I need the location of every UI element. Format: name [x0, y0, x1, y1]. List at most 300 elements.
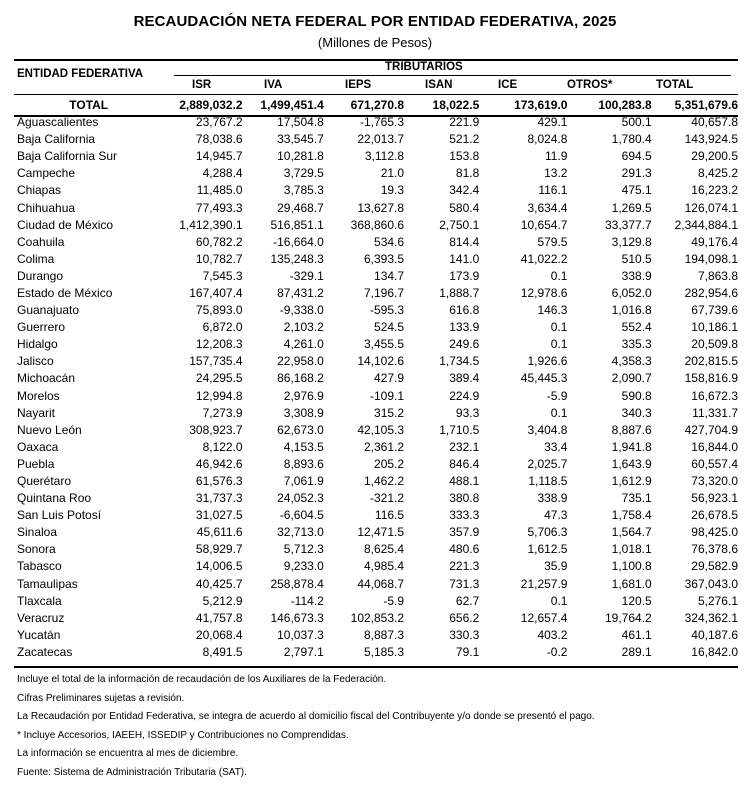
page-title: RECAUDACIÓN NETA FEDERAL POR ENTIDAD FEDERATIVA, 2025	[133, 13, 617, 30]
entity-name: Hidalgo	[17, 337, 58, 352]
cell-ice: 0.1	[550, 320, 568, 335]
cell-isan: 731.3	[449, 576, 480, 591]
total-isr: 2,889,032.2	[179, 98, 243, 112]
cell-iva: 4,261.0	[283, 337, 324, 352]
footnote: Cifras Preliminares sujetas a revisión.	[17, 692, 185, 704]
cell-isan: 81.8	[455, 166, 480, 181]
entity-name: San Luis Potosí	[17, 508, 102, 523]
header-ice: ICE	[498, 79, 518, 91]
entity-name: Sonora	[17, 542, 56, 557]
cell-iva: -329.1	[289, 268, 324, 283]
table-row	[14, 456, 738, 473]
cell-total: 324,362.1	[684, 610, 738, 625]
cell-ice: 10,654.7	[520, 217, 568, 232]
cell-ice: 0.1	[550, 593, 568, 608]
table-row	[14, 251, 738, 268]
cell-isr: 12,994.8	[195, 388, 243, 403]
table-top-rule	[14, 59, 738, 61]
cell-ice: 429.1	[537, 115, 568, 130]
entity-name: Puebla	[17, 456, 55, 471]
cell-total: 282,954.6	[684, 285, 738, 300]
cell-isr: 78,038.6	[195, 132, 243, 147]
cell-total: 29,582.9	[691, 559, 738, 574]
cell-otros: 552.4	[621, 320, 652, 335]
cell-ice: 12,657.4	[520, 610, 568, 625]
entity-name: Coahuila	[17, 234, 65, 249]
entity-name: Ciudad de México	[17, 217, 114, 232]
entity-name: Baja California Sur	[17, 149, 118, 164]
table-row	[14, 524, 738, 541]
table-row	[14, 405, 738, 422]
entity-name: Nuevo León	[17, 422, 82, 437]
cell-iva: 3,308.9	[283, 405, 324, 420]
cell-total: 49,176.4	[691, 234, 738, 249]
cell-isr: 60,782.2	[195, 234, 243, 249]
cell-iva: 87,431.2	[277, 285, 324, 300]
table-row	[14, 541, 738, 558]
cell-isan: 232.1	[449, 439, 480, 454]
header-otros: OTROS*	[567, 79, 613, 91]
cell-ice: 0.1	[550, 337, 568, 352]
cell-isan: 580.4	[449, 200, 480, 215]
entity-name: Tamaulipas	[17, 576, 78, 591]
cell-ieps: 14,102.6	[357, 354, 405, 369]
entity-name: Querétaro	[17, 474, 72, 489]
cell-iva: 2,797.1	[283, 644, 324, 659]
cell-isr: 31,027.5	[195, 508, 243, 523]
cell-ieps: 8,887.3	[364, 627, 405, 642]
cell-total: 16,223.2	[691, 183, 738, 198]
header-isan: ISAN	[425, 79, 453, 91]
cell-total: 76,378.6	[691, 542, 738, 557]
cell-isan: 846.4	[449, 456, 480, 471]
cell-ice: 0.1	[550, 405, 568, 420]
cell-isr: 58,929.7	[195, 542, 243, 557]
cell-otros: 590.8	[621, 388, 652, 403]
cell-iva: 3,729.5	[283, 166, 324, 181]
cell-iva: 86,168.2	[277, 371, 324, 386]
cell-ice: -5.9	[546, 388, 568, 403]
cell-total: 158,816.9	[684, 371, 738, 386]
table-row	[14, 353, 738, 370]
cell-ieps: -5.9	[383, 593, 405, 608]
cell-ieps: 116.5	[374, 508, 405, 523]
cell-total: 427,704.9	[684, 422, 738, 437]
cell-isan: 1,710.5	[439, 422, 480, 437]
cell-otros: 735.1	[621, 491, 652, 506]
table-row	[14, 131, 738, 148]
cell-ieps: 534.6	[374, 234, 405, 249]
cell-total: 126,074.1	[684, 200, 738, 215]
cell-total: 143,924.5	[684, 132, 738, 147]
cell-isan: 616.8	[449, 303, 480, 318]
entity-name: Zacatecas	[17, 644, 73, 659]
cell-total: 67,739.6	[691, 303, 738, 318]
cell-ieps: 8,625.4	[364, 542, 405, 557]
footnote: La información se encuentra al mes de diciembre.	[17, 748, 239, 759]
cell-otros: 1,941.8	[611, 439, 652, 454]
cell-ice: 3,634.4	[527, 200, 568, 215]
cell-isr: 167,407.4	[189, 285, 243, 300]
cell-ice: 338.9	[537, 491, 568, 506]
table-row	[14, 370, 738, 387]
cell-isr: 308,923.7	[189, 422, 243, 437]
footnote: * Incluye Accesorios, IAEEH, ISSEDIP y Contribuciones no Comprendidas.	[17, 729, 349, 741]
table-bottom-rule	[14, 666, 738, 668]
cell-ice: 1,612.5	[527, 542, 568, 557]
table-row	[14, 217, 738, 234]
cell-iva: 146,673.3	[270, 610, 324, 625]
entity-name: Oaxaca	[17, 439, 59, 454]
cell-isan: 221.3	[449, 559, 480, 574]
cell-isr: 8,491.5	[202, 644, 243, 659]
cell-ieps: -1,765.3	[360, 115, 405, 130]
cell-otros: 461.1	[621, 627, 652, 642]
cell-iva: 3,785.3	[283, 183, 324, 198]
cell-ice: 11.9	[545, 149, 568, 164]
table-row	[14, 319, 738, 336]
cell-otros: 1,612.9	[611, 474, 652, 489]
cell-ieps: 134.7	[374, 268, 405, 283]
cell-total: 8,425.2	[697, 166, 738, 181]
cell-ice: 116.1	[538, 183, 568, 198]
table-row	[14, 439, 738, 456]
entity-name: Baja California	[17, 132, 96, 147]
cell-iva: -114.2	[290, 593, 324, 608]
cell-isr: 77,493.3	[195, 200, 243, 215]
cell-isr: 12,208.3	[195, 337, 243, 352]
cell-otros: 335.3	[621, 337, 652, 352]
cell-iva: 2,976.9	[283, 388, 324, 403]
tributarios-underline	[174, 75, 731, 76]
cell-ice: 1,926.6	[527, 354, 568, 369]
cell-isr: 61,576.3	[195, 474, 243, 489]
entity-name: Tabasco	[17, 559, 62, 574]
cell-total: 60,557.4	[691, 456, 738, 471]
cell-iva: 62,673.0	[277, 422, 324, 437]
header-iva: IVA	[264, 79, 283, 91]
header-isr: ISR	[192, 79, 212, 91]
cell-total: 16,672.3	[691, 388, 738, 403]
cell-ice: 3,404.8	[527, 422, 568, 437]
table-row	[14, 507, 738, 524]
cell-ice: 47.3	[544, 508, 568, 523]
cell-total: 56,923.1	[691, 491, 738, 506]
cell-iva: -6,604.5	[279, 508, 324, 523]
cell-isr: 75,893.0	[195, 303, 243, 318]
cell-isan: 79.1	[455, 644, 480, 659]
cell-iva: 5,712.3	[283, 542, 324, 557]
cell-ieps: 205.2	[374, 456, 405, 471]
cell-otros: 1,643.9	[611, 456, 652, 471]
cell-ieps: -595.3	[370, 303, 405, 318]
cell-ieps: 427.9	[374, 371, 405, 386]
cell-total: 20,509.8	[691, 337, 738, 352]
cell-iva: 258,878.4	[270, 576, 324, 591]
cell-ice: 35.9	[544, 559, 568, 574]
total-iva: 1,499,451.4	[260, 98, 324, 112]
cell-ice: -0.2	[546, 644, 568, 659]
cell-iva: 2,103.2	[283, 320, 324, 335]
entity-name: Jalisco	[17, 354, 54, 369]
cell-ice: 0.1	[550, 268, 568, 283]
cell-ice: 12,978.6	[520, 285, 568, 300]
cell-iva: 29,468.7	[277, 200, 324, 215]
cell-isr: 46,942.6	[195, 456, 243, 471]
cell-otros: 1,016.8	[611, 303, 652, 318]
table-row	[14, 234, 738, 251]
cell-iva: 8,893.6	[283, 456, 324, 471]
cell-iva: -16,664.0	[273, 234, 324, 249]
cell-isan: 814.4	[449, 234, 480, 249]
entity-name: Campeche	[17, 166, 76, 181]
cell-otros: 500.1	[621, 115, 652, 130]
cell-otros: 289.1	[621, 644, 652, 659]
total-total: 5,351,679.6	[674, 98, 738, 112]
cell-isr: 1,412,390.1	[179, 217, 243, 232]
table-row	[14, 388, 738, 405]
table-row	[14, 165, 738, 182]
cell-otros: 1,681.0	[611, 576, 652, 591]
cell-isan: 249.6	[449, 337, 480, 352]
cell-total: 26,678.5	[691, 508, 738, 523]
cell-otros: 510.5	[621, 251, 652, 266]
cell-isan: 153.8	[449, 149, 480, 164]
cell-iva: 9,233.0	[283, 559, 324, 574]
cell-isan: 93.3	[455, 405, 480, 420]
cell-iva: 135,248.3	[270, 251, 324, 266]
cell-iva: 7,061.9	[283, 474, 324, 489]
cell-iva: 516,851.1	[270, 217, 324, 232]
cell-ieps: -109.1	[370, 388, 405, 403]
cell-isr: 14,945.7	[195, 149, 243, 164]
cell-ieps: 2,361.2	[364, 439, 405, 454]
entity-name: Colima	[17, 251, 55, 266]
cell-ice: 403.2	[537, 627, 568, 642]
cell-ieps: 3,455.5	[364, 337, 405, 352]
cell-ice: 21,257.9	[520, 576, 568, 591]
cell-isan: 173.9	[449, 268, 480, 283]
table-row	[14, 268, 738, 285]
cell-iva: 32,713.0	[277, 525, 324, 540]
cell-isr: 23,767.2	[195, 115, 243, 130]
table-row	[14, 593, 738, 610]
cell-ice: 1,118.5	[528, 474, 568, 489]
cell-otros: 8,887.6	[611, 422, 652, 437]
cell-isan: 656.2	[449, 610, 480, 625]
cell-isr: 157,735.4	[189, 354, 243, 369]
footnote: Incluye el total de la información de recaudación de los Auxiliares de la Federación.	[17, 674, 387, 685]
cell-total: 7,863.8	[697, 268, 738, 283]
cell-iva: 10,281.8	[277, 149, 324, 164]
cell-otros: 33,377.7	[604, 217, 652, 232]
cell-ice: 146.3	[537, 303, 568, 318]
table-row	[14, 576, 738, 593]
footnote: La Recaudación por Entidad Federativa, se integra de acuerdo al domicilio fiscal del Contribuyente y/o donde se presentó el pago.	[17, 711, 595, 722]
cell-isan: 224.9	[449, 388, 480, 403]
header-ieps: IEPS	[345, 79, 372, 91]
table-row	[14, 302, 738, 319]
total-row	[14, 97, 738, 114]
cell-iva: 10,037.3	[277, 627, 324, 642]
cell-ieps: 7,196.7	[364, 285, 405, 300]
cell-isan: 480.6	[449, 542, 480, 557]
cell-isan: 1,734.5	[439, 354, 480, 369]
cell-isan: 221.9	[449, 115, 480, 130]
cell-total: 40,657.8	[691, 115, 738, 130]
table-row	[14, 336, 738, 353]
cell-otros: 1,100.8	[611, 559, 652, 574]
cell-otros: 1,758.4	[611, 508, 652, 523]
cell-isr: 45,611.6	[196, 525, 243, 540]
cell-iva: 4,153.5	[283, 439, 324, 454]
cell-ieps: 4,985.4	[364, 559, 405, 574]
table-row	[14, 114, 738, 131]
entity-name: Veracruz	[17, 610, 65, 625]
cell-isr: 24,295.5	[195, 371, 243, 386]
cell-ieps: 19.3	[380, 183, 405, 198]
cell-otros: 2,090.7	[611, 371, 652, 386]
cell-isr: 11,485.0	[196, 183, 243, 198]
table-row	[14, 610, 738, 627]
header-group-tributarios: TRIBUTARIOS	[385, 61, 463, 73]
header-total: TOTAL	[656, 79, 694, 91]
cell-isr: 7,545.3	[202, 268, 243, 283]
total-label: TOTAL	[69, 98, 109, 112]
total-ieps: 671,270.8	[350, 98, 405, 112]
cell-isan: 333.3	[449, 508, 480, 523]
cell-isr: 41,757.8	[195, 610, 243, 625]
cell-isr: 5,212.9	[202, 593, 243, 608]
cell-total: 98,425.0	[691, 525, 738, 540]
cell-ice: 33.4	[544, 439, 568, 454]
entity-name: Durango	[17, 268, 64, 283]
cell-ieps: -321.2	[370, 491, 405, 506]
cell-otros: 475.1	[621, 183, 652, 198]
cell-ice: 13.2	[544, 166, 568, 181]
cell-iva: 33,545.7	[277, 132, 324, 147]
cell-isan: 380.8	[449, 491, 480, 506]
cell-isr: 4,288.4	[202, 166, 243, 181]
cell-ieps: 6,393.5	[364, 251, 405, 266]
table-row	[14, 199, 738, 216]
cell-otros: 3,129.8	[611, 234, 652, 249]
cell-total: 40,187.6	[691, 627, 738, 642]
cell-ice: 2,025.7	[527, 456, 568, 471]
cell-isan: 330.3	[449, 627, 480, 642]
cell-ieps: 3,112.8	[364, 149, 405, 164]
footnotes	[17, 671, 737, 782]
cell-otros: 291.3	[621, 166, 652, 181]
entity-name: Morelos	[17, 388, 60, 403]
cell-total: 29,200.5	[691, 149, 738, 164]
cell-otros: 19,764.2	[604, 610, 652, 625]
entity-name: Aguascalientes	[17, 115, 99, 130]
cell-otros: 4,358.3	[611, 354, 652, 369]
entity-name: Estado de México	[17, 285, 113, 300]
cell-otros: 694.5	[621, 149, 652, 164]
cell-otros: 340.3	[621, 405, 652, 420]
cell-isan: 357.9	[449, 525, 480, 540]
entity-name: Guanajuato	[17, 303, 80, 318]
cell-total: 5,276.1	[697, 593, 738, 608]
cell-total: 11,331.7	[692, 405, 738, 420]
cell-isan: 488.1	[449, 474, 480, 489]
entity-name: Yucatán	[17, 627, 61, 642]
cell-otros: 1,269.5	[611, 200, 652, 215]
header-entity: ENTIDAD FEDERATIVA	[17, 68, 144, 80]
cell-ieps: 1,462.2	[364, 474, 405, 489]
entity-name: Chiapas	[17, 183, 62, 198]
cell-iva: 17,504.8	[277, 115, 324, 130]
cell-isr: 8,122.0	[202, 439, 243, 454]
cell-ieps: 524.5	[374, 320, 405, 335]
cell-iva: 22,958.0	[277, 354, 324, 369]
cell-isr: 10,782.7	[195, 251, 243, 266]
cell-iva: 24,052.3	[277, 491, 324, 506]
cell-total: 16,842.0	[691, 644, 738, 659]
entity-name: Tlaxcala	[17, 593, 62, 608]
cell-ice: 45,445.3	[520, 371, 568, 386]
cell-total: 16,844.0	[691, 439, 738, 454]
cell-ice: 5,706.3	[527, 525, 568, 540]
header-bottom-rule	[14, 94, 738, 95]
cell-ieps: 21.0	[380, 166, 405, 181]
cell-ieps: 44,068.7	[357, 576, 405, 591]
cell-ieps: 22,013.7	[357, 132, 405, 147]
table-row	[14, 627, 738, 644]
cell-total: 202,815.5	[684, 354, 738, 369]
cell-ieps: 315.2	[374, 405, 405, 420]
cell-ieps: 5,185.3	[364, 644, 405, 659]
cell-isan: 141.0	[449, 251, 480, 266]
entity-name: Michoacán	[17, 371, 76, 386]
entity-name: Nayarit	[17, 405, 56, 420]
entity-name: Sinaloa	[17, 525, 58, 540]
cell-isr: 6,872.0	[202, 320, 243, 335]
revenue-table	[14, 97, 738, 661]
cell-otros: 1,564.7	[611, 525, 652, 540]
cell-ice: 579.5	[537, 234, 568, 249]
cell-isan: 62.7	[455, 593, 480, 608]
cell-total: 367,043.0	[684, 576, 738, 591]
table-row	[14, 558, 738, 575]
cell-total: 2,344,884.1	[674, 217, 738, 232]
total-isan: 18,022.5	[432, 98, 480, 112]
cell-otros: 6,052.0	[611, 285, 652, 300]
cell-otros: 120.5	[621, 593, 652, 608]
cell-ieps: 13,627.8	[357, 200, 405, 215]
cell-otros: 1,018.1	[611, 542, 652, 557]
entity-name: Guerrero	[17, 320, 66, 335]
cell-ieps: 102,853.2	[350, 610, 405, 625]
cell-isr: 31,737.3	[195, 491, 243, 506]
cell-isr: 7,273.9	[202, 405, 243, 420]
cell-isr: 14,006.5	[195, 559, 243, 574]
cell-total: 73,320.0	[691, 474, 738, 489]
cell-isr: 40,425.7	[195, 576, 243, 591]
cell-total: 10,186.1	[691, 320, 738, 335]
cell-ice: 41,022.2	[520, 251, 568, 266]
cell-isan: 342.4	[449, 183, 480, 198]
cell-otros: 338.9	[621, 268, 652, 283]
entity-name: Quintana Roo	[17, 491, 92, 506]
cell-ieps: 12,471.5	[357, 525, 405, 540]
cell-ice: 8,024.8	[527, 132, 568, 147]
page-subtitle: (Millones de Pesos)	[317, 35, 433, 50]
cell-iva: -9,338.0	[279, 303, 324, 318]
cell-ieps: 42,105.3	[357, 422, 405, 437]
